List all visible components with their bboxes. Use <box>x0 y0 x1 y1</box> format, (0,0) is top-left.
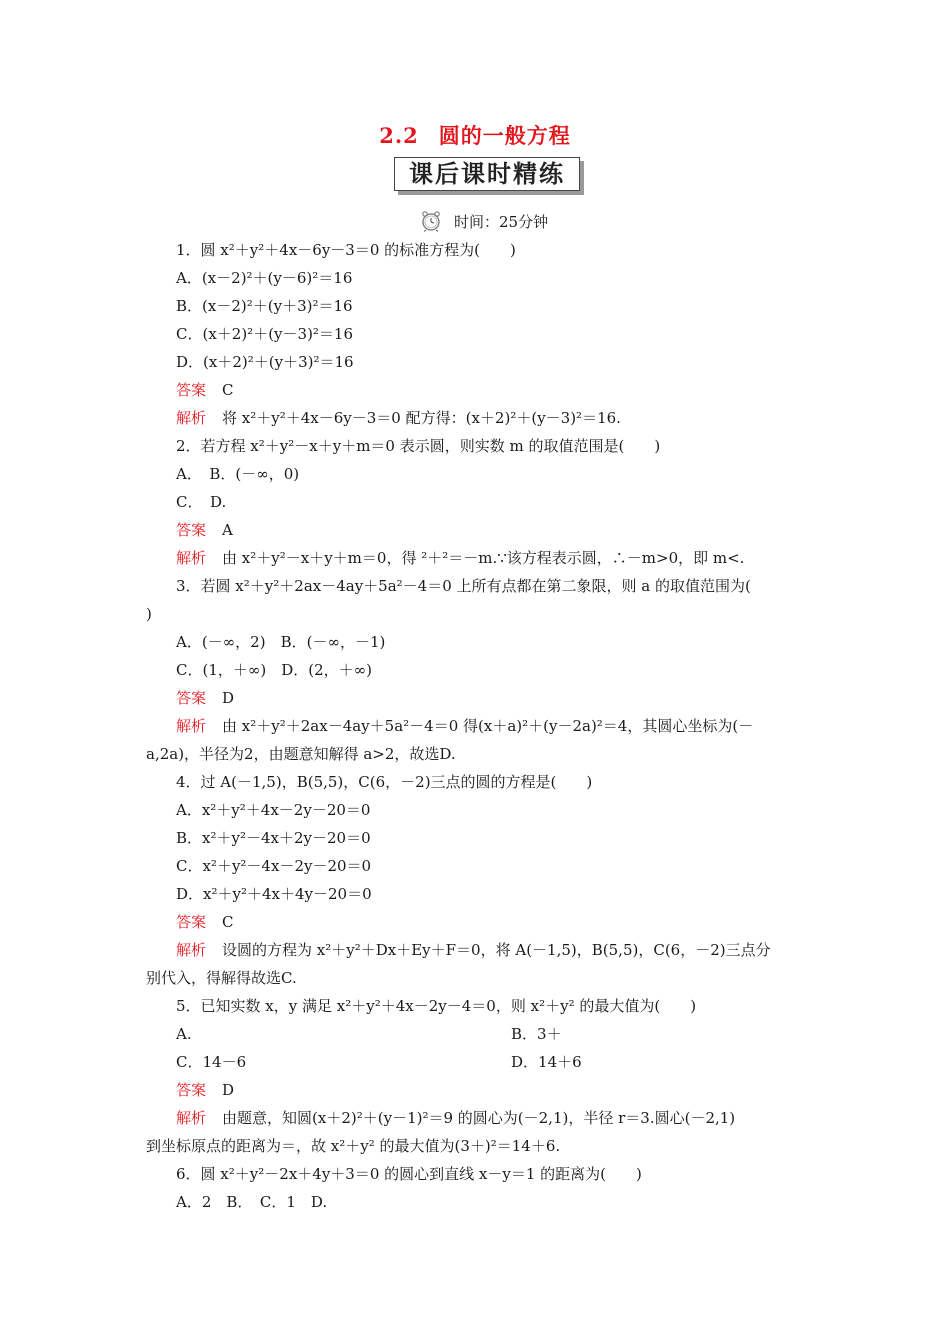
q5-option-d: D．14＋6 <box>511 1053 582 1071</box>
answer-label: 答案 <box>176 1081 207 1099</box>
q1-answer <box>176 380 234 400</box>
q3-solution <box>176 716 753 736</box>
q2-answer <box>176 520 233 540</box>
solution-label: 解析 <box>176 409 207 427</box>
solution-text: 由题意，知圆(x＋2)²＋(y－1)²＝9 的圆心为(－2,1)，半径 r＝3.圆心(－2,1) <box>222 1109 736 1127</box>
question-2: 2．若方程 x²＋y²－x＋y＋m＝0 表示圆，则实数 m 的取值范围是( ) <box>176 437 661 455</box>
q1-option-c: C．(x＋2)²＋(y－3)²＝16 <box>176 325 354 343</box>
question-1: 1．圆 x²＋y²＋4x－6y－3＝0 的标准方程为( ) <box>176 241 516 259</box>
q1-solution <box>176 408 621 428</box>
section-title <box>0 120 950 150</box>
time-limit-label: 时间：25分钟 <box>454 212 549 231</box>
question-5: 5．已知实数 x，y 满足 x²＋y²＋4x－2y－4＝0，则 x²＋y² 的最大值为( ) <box>176 997 697 1015</box>
answer-value: C <box>222 381 234 399</box>
time-limit <box>420 207 548 235</box>
q3-answer <box>176 688 234 708</box>
q1-option-b: B．(x－2)²＋(y＋3)²＝16 <box>176 297 353 315</box>
solution-label: 解析 <box>176 941 207 959</box>
q4-option-c: C．x²＋y²－4x－2y－20＝0 <box>176 857 372 875</box>
q2-options-ab: A． B．(－∞，0) <box>176 465 300 483</box>
solution-text: 将 x²＋y²＋4x－6y－3＝0 配方得：(x＋2)²＋(y－3)²＝16. <box>222 409 621 427</box>
q1-option-a: A．(x－2)²＋(y－6)²＝16 <box>176 269 353 287</box>
answer-label: 答案 <box>176 689 207 707</box>
q4-option-d: D．x²＋y²＋4x＋4y－20＝0 <box>176 885 372 903</box>
alarm-clock-icon <box>420 210 442 232</box>
q3-options-ab: A．(－∞，2) B．(－∞，－1) <box>176 633 386 651</box>
q4-solution-cont: 别代入，得解得故选C. <box>146 969 297 987</box>
q3-options-cd: C．(1，＋∞) D．(2，＋∞) <box>176 661 372 679</box>
question-3-cont: ) <box>146 605 152 623</box>
section-number: 2.2 <box>379 123 419 148</box>
solution-text: 由 x²＋y²－x＋y＋m＝0，得 ²＋²＝－m.∵该方程表示圆，∴－m>0，即 m<. <box>222 549 745 567</box>
q4-option-b: B．x²＋y²－4x＋2y－20＝0 <box>176 829 371 847</box>
q4-option-a: A．x²＋y²＋4x－2y－20＝0 <box>176 801 371 819</box>
answer-value: D <box>222 689 235 707</box>
section-heading: 圆的一般方程 <box>438 123 571 148</box>
q5-option-c: C．14－6 <box>176 1053 247 1071</box>
solution-label: 解析 <box>176 717 207 735</box>
q5-option-a: A. <box>176 1025 192 1043</box>
answer-label: 答案 <box>176 381 207 399</box>
q5-solution-cont: 到坐标原点的距离为＝，故 x²＋y² 的最大值为(3＋)²＝14＋6. <box>146 1137 561 1155</box>
q2-solution <box>176 548 744 568</box>
banner-text: 课后课时精练 <box>394 157 580 191</box>
q2-options-cd: C． D. <box>176 493 227 511</box>
solution-text: 由 x²＋y²＋2ax－4ay＋5a²－4＝0 得(x＋a)²＋(y－2a)²＝4，其圆心坐标为(－ <box>222 717 754 735</box>
solution-text: 设圆的方程为 x²＋y²＋Dx＋Ey＋F＝0，将 A(－1,5)，B(5,5)，C(6，－2)三点分 <box>222 941 771 959</box>
solution-label: 解析 <box>176 1109 207 1127</box>
answer-value: A <box>222 521 233 539</box>
q1-option-d: D．(x＋2)²＋(y＋3)²＝16 <box>176 353 354 371</box>
q5-answer <box>176 1080 234 1100</box>
exercise-banner <box>394 157 584 195</box>
answer-value: D <box>222 1081 235 1099</box>
answer-label: 答案 <box>176 521 207 539</box>
q3-solution-cont: a,2a)，半径为2，由题意知解得 a>2，故选D. <box>146 745 456 763</box>
answer-label: 答案 <box>176 913 207 931</box>
q6-options: A．2 B． C．1 D. <box>176 1193 328 1211</box>
answer-value: C <box>222 913 234 931</box>
q5-option-b: B．3＋ <box>511 1025 562 1043</box>
question-3: 3．若圆 x²＋y²＋2ax－4ay＋5a²－4＝0 上所有点都在第二象限，则 a 的取值范围为( <box>176 577 751 595</box>
q5-solution <box>176 1108 735 1128</box>
q4-answer <box>176 912 234 932</box>
question-4: 4．过 A(－1,5)，B(5,5)，C(6，－2)三点的圆的方程是( ) <box>176 773 593 791</box>
question-6: 6．圆 x²＋y²－2x＋4y＋3＝0 的圆心到直线 x－y＝1 的距离为( ) <box>176 1165 642 1183</box>
q4-solution <box>176 940 771 960</box>
solution-label: 解析 <box>176 549 207 567</box>
